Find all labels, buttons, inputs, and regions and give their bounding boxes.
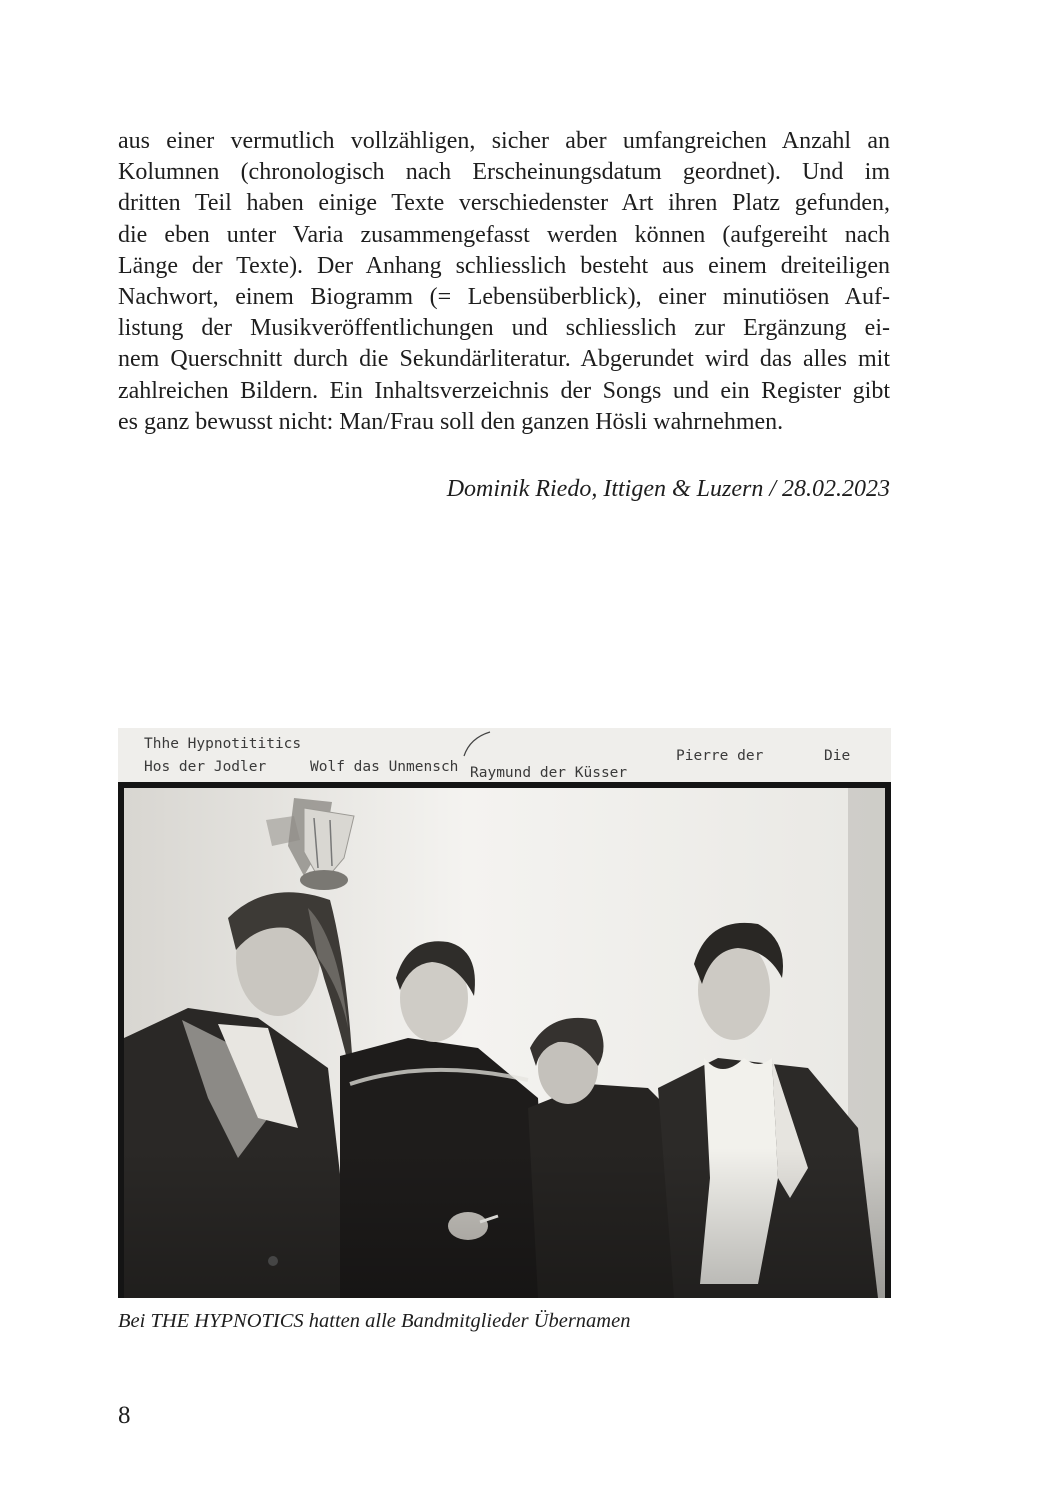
paragraph-line: aus einer vermutlich vollzähligen, sicher aber umfangreichen Anzahl an	[118, 128, 890, 154]
label-member-2: Wolf das Unmensch	[310, 759, 459, 775]
photo-caption: Bei THE HYPNOTICS hatten alle Bandmitglieder Übernamen	[118, 1310, 631, 1332]
label-band-name: Thhe Hypnotititics	[144, 736, 302, 752]
label-member-1: Hos der Jodler	[144, 759, 267, 775]
paragraph-line: die eben unter Varia zusammengefasst werden können (aufgereiht nach	[118, 221, 890, 248]
paragraph-line: Kolumnen (chronologisch nach Erscheinungsdatum geordnet). Und im	[118, 159, 890, 186]
photo-vignette	[124, 1148, 885, 1298]
paragraph-line: Länge der Texte). Der Anhang schliesslich besteht aus einem dreiteiligen	[118, 252, 890, 279]
paragraph-line: nem Querschnitt durch die Sekundärliteratur. Abgerundet wird das alles mit	[118, 346, 890, 373]
author-signature: Dominik Riedo, Ittigen & Luzern / 28.02.2023	[446, 476, 890, 502]
band-photo-illustration	[118, 728, 891, 1298]
paragraph-line: Nachwort, einem Biogramm (= Lebensüberblick), einer minutiösen Auf-	[118, 284, 890, 311]
band-photo	[118, 728, 891, 1298]
pencil-mark	[464, 732, 490, 756]
paragraph-line: listung der Musikveröffentlichungen und schliesslich zur Ergänzung ei-	[118, 315, 890, 342]
label-member-4: Pierre der	[676, 748, 764, 764]
label-member-4-suffix: Die	[824, 748, 851, 764]
paragraph-line: dritten Teil haben einige Texte verschiedenster Art ihren Platz gefunden,	[118, 190, 890, 217]
paragraph-line: es ganz bewusst nicht: Man/Frau soll den ganzen Hösli wahrnehmen.	[118, 408, 784, 435]
label-member-3: Raymund der Küsser	[470, 765, 628, 781]
body-paragraph	[118, 126, 890, 438]
paragraph-line: zahlreichen Bildern. Ein Inhaltsverzeichnis der Songs und ein Register gibt	[118, 377, 890, 404]
page-number: 8	[118, 1402, 131, 1429]
